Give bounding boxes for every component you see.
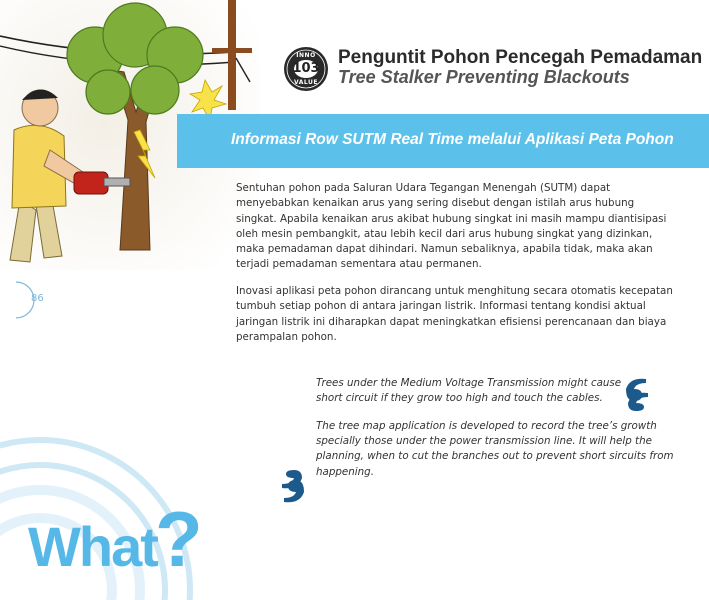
inno-value-badge [283,46,329,92]
section-banner-title: Informasi Row SUTM Real Time melalui Aplikasi Peta Pohon [231,131,674,148]
page-title: Penguntit Pohon Pencegah Pemadaman [338,47,703,68]
what-heading: What [28,515,157,578]
body-paragraph-1: Sentuhan pohon pada Saluran Udara Tegangan Menengah (SUTM) dapat menyebabkan kenaikan arus yang sering disebut dengan istilah arus hubung singkat. Apabila kenaikan arus akibat hubung singkat ini masih mampu diantisipasi oleh mesin pembangkit, atau lebih kecil dari arus hubung singkat yang dizinkan, maka pemadaman dapat dihindari. Namun sebaliknya, apabila tidak, maka akan terjadi pemadaman sementara atau permanen. [236,182,667,271]
badge-bottom-text: VALUE [294,79,318,86]
quote-line-2: The tree map application is developed to record the tree’s growth specially those under the power transmission line. It will help the planning, when to cut the branches out to prevent short sircuits from happening. [316,420,674,478]
page-subtitle: Tree Stalker Preventing Blackouts [338,67,630,87]
quote-line-1: Trees under the Medium Voltage Transmission might cause short circuit if they grow too high and touch the cables. [316,377,622,405]
what-question-mark: ? [155,495,203,583]
quote-close-icon [276,466,310,506]
page-number: 86 [31,293,44,304]
badge-number: 103 [292,61,320,76]
badge-top-text: INNO [296,52,316,59]
body-paragraph-2: Inovasi aplikasi peta pohon dirancang untuk menghitung secara otomatis kecepatan tumbuh setiap pohon di antara jaringan listrik. Informasi tentang kondisi aktual jaringan listrik ini diharapkan dapat meningkatkan efisiensi perencanaan dan biaya perampalan pohon. [236,285,673,343]
